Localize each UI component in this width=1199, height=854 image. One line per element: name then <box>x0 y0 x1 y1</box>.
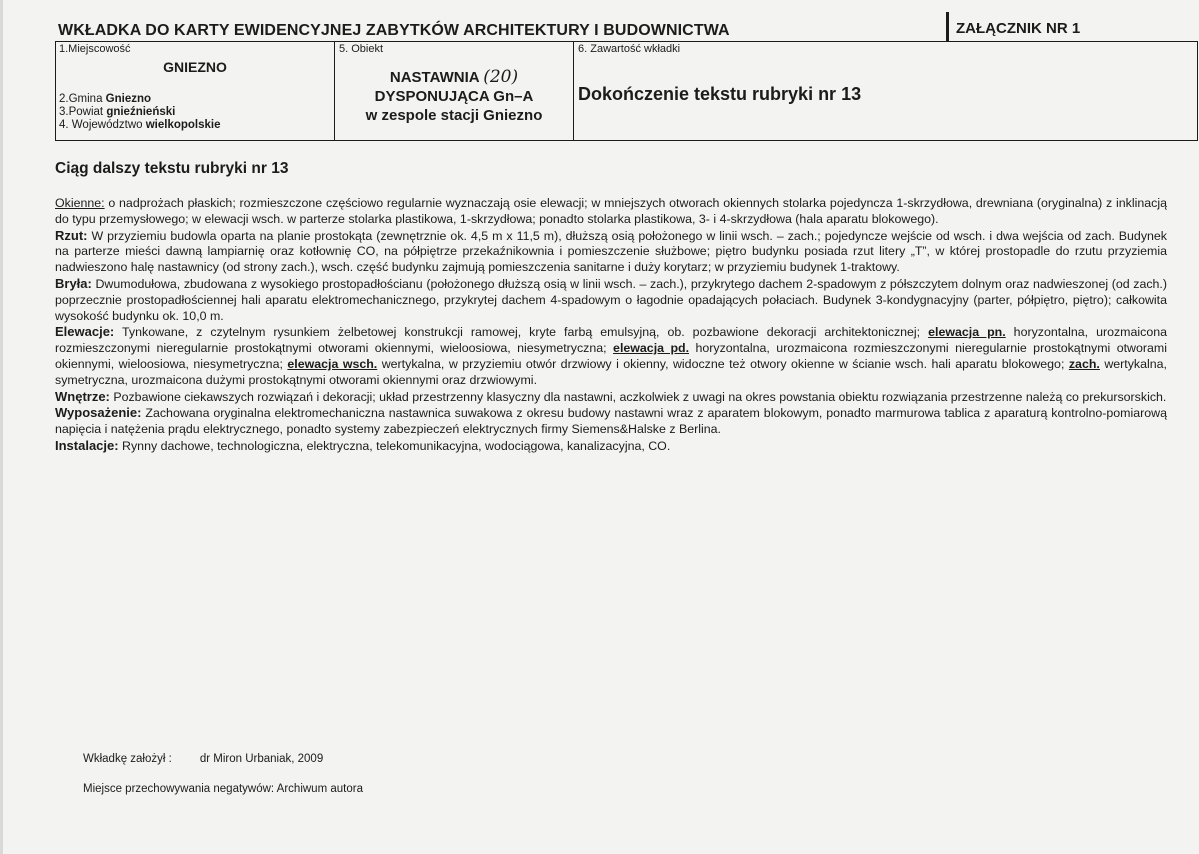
elewacja-pd: elewacja pd. <box>613 341 690 356</box>
wyposazenie-text: Zachowana oryginalna elektromechaniczna nastawnica suwakowa z okresu budowy nastawni wraz z aparatem blokowym, ponadto marmurowa tablica z aparaturą kontrolno-pomiarową napięcia i natężenia prądu elektrycznego, ponadto systemy zabezpieczeń elektrycznych firmy Siemens&Halske z Berlina. <box>55 406 1167 437</box>
elewacje-text-1: Tynkowane, z czytelnym rysunkiem żelbetowej konstrukcji ramowej, kryte farbą emulsyjną, ob. pozbawione dekoracji architektonicznej; <box>114 325 929 340</box>
object-label: 5. Obiekt <box>339 43 384 55</box>
header-table <box>55 41 1198 141</box>
insert-cell <box>574 42 1198 141</box>
object-line-1-text: NASTAWNIA <box>389 69 480 86</box>
object-number: (20) <box>483 67 519 87</box>
okienne-label: Okienne: <box>55 196 105 210</box>
location-cell <box>56 42 335 141</box>
elewacja-wsch: elewacja wsch. <box>287 356 378 371</box>
object-cell <box>335 42 574 141</box>
powiat-value: gnieźnieński <box>106 106 176 118</box>
bryla-paragraph <box>55 276 1167 324</box>
bryla-text: Dwumodułowa, zbudowana z wysokiego prostopadłościanu (położonego dłuższą osią w linii wsch. – zach.), przykrytego dachem 2-spadowym z półszczytem dolnym oraz nadwieszonej (od zach.) poprzecznie prostopadłościennej hali aparatu elektromechanicznego, przykrytej dachem 4-spadowym o łagodnie opadających połaciach. Budynek 3-kondygnacyjny (parter, półpiętro, piętro); całkowita wysokość budynku ok. 10,0 m. <box>55 276 1167 323</box>
gmina-line <box>59 93 151 105</box>
powiat-line <box>59 106 175 118</box>
elewacje-text-5: wertykalna, symetryczna, urozmaicona dużymi prostokątnymi otworami okiennymi oraz drzwiowymi. <box>55 356 1167 387</box>
object-line-1 <box>335 68 573 87</box>
object-name <box>335 68 573 125</box>
elewacje-text-3: horyzontalna, urozmaicona rozmieszczonymi nieregularnie prostokątnymi otworami okiennymi, wieloosiowa, niesymetryczna; <box>55 341 1167 371</box>
continuation-heading: Ciąg dalszy tekstu rubryki nr 13 <box>55 160 289 177</box>
wnetrze-text: Pozbawione ciekawszych rozwiązań i dekoracji; układ przestrzenny klasyczny dla nastawni, aczkolwiek z uwagi na okres powstania obiektu rozwiązania przestrzenne należą co prekursorskich. <box>109 389 1167 404</box>
elewacje-text-2: horyzontalna, urozmaicona rozmieszczonymi nieregularnie prostokątnymi otworami okiennymi, wieloosiowa, niesymetryczna; <box>55 325 1168 356</box>
wyposazenie-paragraph <box>55 405 1167 438</box>
wnetrze-paragraph <box>55 389 1167 406</box>
gmina-value: Gniezno <box>105 93 152 105</box>
document-title: WKŁADKA DO KARTY EWIDENCYJNEJ ZABYTKÓW ARCHITEKTURY I BUDOWNICTWA <box>58 22 730 39</box>
okienne-paragraph <box>55 196 1167 228</box>
city-name: GNIEZNO <box>163 59 227 75</box>
rzut-paragraph <box>55 228 1167 276</box>
annex-divider <box>946 12 949 42</box>
author-label: Wkładkę założył : <box>83 753 172 765</box>
gmina-label: 2.Gmina <box>59 93 106 105</box>
elewacje-text-4: wertykalna, w przyziemiu otwór drzwiowy i okienny, widoczne też otwory okienne w ścianie wsch. hali aparatu blokowego; <box>377 356 1069 371</box>
insert-label: 6. Zawartość wkładki <box>578 43 681 55</box>
bryla-label: Bryła: <box>55 275 92 291</box>
object-line-3: w zespole stacji Gniezno <box>365 107 543 124</box>
wnetrze-label: Wnętrze: <box>55 388 110 404</box>
author-value: dr Miron Urbaniak, 2009 <box>199 753 324 765</box>
wojewodztwo-label: 4. Województwo <box>59 119 146 131</box>
description-body <box>55 196 1167 455</box>
rzut-label: Rzut: <box>55 227 88 243</box>
wyposazenie-label: Wyposażenie: <box>55 405 142 421</box>
insert-content: Dokończenie tekstu rubryki nr 13 <box>578 84 862 104</box>
negatives-location: Miejsce przechowywania negatywów: Archiwum autora <box>83 783 363 795</box>
instalacje-label: Instalacje: <box>55 437 119 453</box>
wojewodztwo-line <box>59 119 221 131</box>
elewacje-label: Elewacje: <box>55 324 115 340</box>
instalacje-text: Rynny dachowe, technologiczna, elektryczna, telekomunikacyjna, wodociągowa, kanalizacyjna, CO. <box>118 438 671 453</box>
wojewodztwo-value: wielkopolskie <box>145 119 221 131</box>
author-line <box>83 753 323 765</box>
instalacje-paragraph <box>55 438 1167 455</box>
object-line-2: DYSPONUJĄCA Gn–A <box>374 88 534 105</box>
elewacja-zach: zach. <box>1068 356 1100 371</box>
location-label: 1.Miejscowość <box>59 43 131 55</box>
rzut-text: W przyziemiu budowla oparta na planie prostokąta (zewnętrznie ok. 4,5 m x 11,5 m), dłuższą osią położonego w linii wsch. – zach.; pojedyncze wejście od wsch. i dwa wejścia od zach. Budynek na parterze mieści dawną lampiarnię oraz kotłownię CO, na półpiętrze przekaźnikownia i pomieszczenie służbowe; piętro budynku posiada rzut litery „T”, w której prostopadle do rzutu przyziemia nadwieszono halę nastawnicy (od strony zach.), wsch. część budynku zajmują pomieszczenia sanitarne i duży korytarz; w przyziemiu budynek 1-traktowy. <box>55 228 1167 275</box>
elewacje-paragraph <box>55 324 1167 388</box>
elewacja-pn: elewacja pn. <box>928 325 1006 340</box>
powiat-label: 3.Powiat <box>59 106 107 118</box>
annex-label: ZAŁĄCZNIK NR 1 <box>956 20 1081 37</box>
okienne-text: o nadprożach płaskich; rozmieszczone częściowo regularnie wyznaczają osie elewacji; w mniejszych otworach okiennych stolarka pojedyncza 1-skrzydłowa, drewniana (oryginalna) z inklinacją do typu przemysłowego; w elewacji wsch. w parterze stolarka plastikowa, 1-skrzydłowa; ponadto stolarka plastikowa, 3- i 4-skrzydłowa (hala aparatu blokowego). <box>55 196 1167 226</box>
